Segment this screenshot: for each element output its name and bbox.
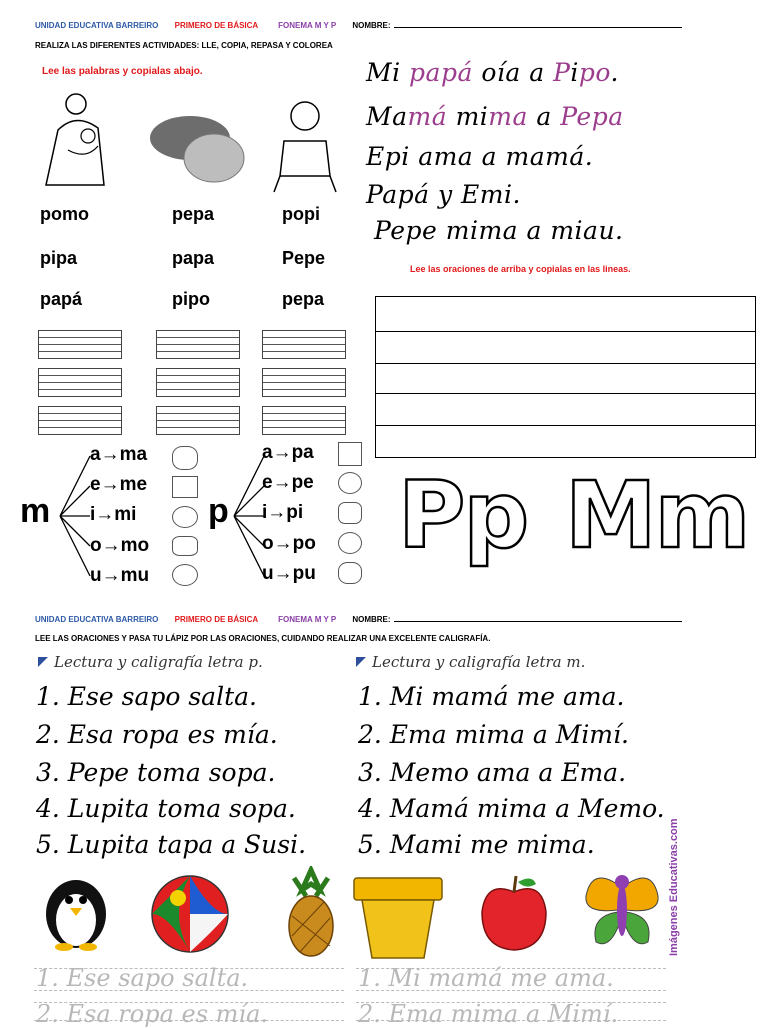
word-3-2: pipo <box>172 289 210 309</box>
letter-p: p <box>208 492 229 530</box>
name-field[interactable] <box>394 613 682 622</box>
copy-box[interactable] <box>38 368 122 397</box>
letter-m: m <box>20 492 51 530</box>
word-2-2: papa <box>172 248 215 268</box>
topic: FONEMA M Y P <box>278 21 337 30</box>
outline-pp: Pp <box>398 462 528 569</box>
lectura-p-line-3: 3. Pepe toma sopa. <box>36 758 276 787</box>
copy-box[interactable] <box>38 406 122 435</box>
topic: FONEMA M Y P <box>278 615 337 624</box>
lectura-p-line-5: 5. Lupita tapa a Susi. <box>36 830 307 859</box>
lectura-p-line-4: 4. Lupita toma sopa. <box>36 794 296 823</box>
lectura-p-title: Lectura y caligrafía letra p. <box>38 653 263 671</box>
p-mini-pictures <box>338 440 362 585</box>
word-3-3: pepa <box>282 289 325 309</box>
syl-m-e: e→me <box>90 474 148 495</box>
syl-p-e: e→pe <box>262 472 314 493</box>
syl-p-i: i→pi <box>262 502 304 523</box>
father-baby-picture <box>38 90 118 190</box>
syl-m-i: i→mi <box>90 504 137 525</box>
sentences-instruction: Lee las oraciones de arriba y copialas en las lineas. <box>410 264 631 274</box>
grade: PRIMERO DE BÁSICA <box>174 21 258 30</box>
p-branches <box>232 452 266 582</box>
lectura-m-line-5: 5. Mami me mima. <box>358 830 595 859</box>
copy-box[interactable] <box>262 368 346 397</box>
name-label: NOMBRE: <box>352 21 391 30</box>
sentence-top-4: Papá y Emi. <box>366 180 521 209</box>
penguin-picture <box>34 870 120 952</box>
syl-p-u: u→pu <box>262 563 316 584</box>
boy-sitting-picture <box>270 96 340 196</box>
trace-p-line-1: 1. Ese sapo salta. <box>36 964 249 992</box>
copy-box[interactable] <box>156 368 240 397</box>
instruction-2: LEE LAS ORACIONES Y PASA TU LÁPIZ POR LAS ORACIONES, CUIDANDO REALIZAR UNA EXCELENTE CALIGRAFÍA. <box>35 634 491 643</box>
sentence-top-3: Epi ama a mamá. <box>366 142 594 171</box>
copy-box[interactable] <box>156 406 240 435</box>
name-label: NOMBRE: <box>352 615 391 624</box>
syl-m-u: u→mu <box>90 565 150 586</box>
syl-p-o: o→po <box>262 533 316 554</box>
m-mini-pictures <box>172 444 198 584</box>
triangle-marker-icon <box>356 657 366 667</box>
word-2-3: Pepe <box>282 248 326 268</box>
school-name: UNIDAD EDUCATIVA BARREIRO <box>35 21 159 30</box>
sentence-top-1: Mi papá oía a Pipo. <box>366 58 619 87</box>
butterfly-picture <box>580 866 664 954</box>
watermark: Imágenes Educativas.com <box>668 818 680 956</box>
outline-mm: Mm <box>565 462 749 569</box>
lectura-p-line-1: 1. Ese sapo salta. <box>36 682 257 711</box>
lectura-m-line-1: 1. Mi mamá me ama. <box>358 682 625 711</box>
sentence-top-5: Pepe mima a miau. <box>374 216 624 245</box>
copy-box[interactable] <box>262 406 346 435</box>
word-2-1: pipa <box>40 248 78 268</box>
copy-box[interactable] <box>156 330 240 359</box>
trace-m-line-2: 2. Ema mima a Mimí. <box>358 1000 619 1028</box>
copy-box[interactable] <box>262 330 346 359</box>
apple-picture <box>476 872 552 954</box>
grade: PRIMERO DE BÁSICA <box>174 615 258 624</box>
word-3-1: papá <box>40 289 83 309</box>
header-1 <box>35 19 682 30</box>
word-1-1: pomo <box>40 204 89 224</box>
instruction-1: REALIZA LAS DIFERENTES ACTIVIDADES: LLE, COPIA, REPASA Y COLOREA <box>35 41 333 50</box>
sentence-copy-box[interactable] <box>375 296 756 458</box>
potato-picture <box>148 108 248 188</box>
flowerpot-picture <box>350 874 446 962</box>
school-name: UNIDAD EDUCATIVA BARREIRO <box>35 615 159 624</box>
lectura-m-title: Lectura y caligrafía letra m. <box>356 653 585 671</box>
copy-box[interactable] <box>38 330 122 359</box>
lectura-p-line-2: 2. Esa ropa es mía. <box>36 720 278 749</box>
name-field[interactable] <box>394 19 682 28</box>
words-instruction: Lee las palabras y copialas abajo. <box>42 66 203 77</box>
beach-ball-picture <box>148 872 232 956</box>
word-1-3: popi <box>282 204 320 224</box>
sentence-top-2: Mamá mima a Pepa <box>366 102 624 131</box>
triangle-marker-icon <box>38 657 48 667</box>
lectura-m-line-3: 3. Memo ama a Ema. <box>358 758 627 787</box>
lectura-m-line-2: 2. Ema mima a Mimí. <box>358 720 629 749</box>
trace-area-p[interactable] <box>34 962 344 1028</box>
lectura-m-line-4: 4. Mamá mima a Memo. <box>358 794 665 823</box>
syl-m-o: o→mo <box>90 535 150 556</box>
syl-m-a: a→ma <box>90 444 148 465</box>
m-branches <box>58 452 92 582</box>
syl-p-a: a→pa <box>262 442 314 463</box>
trace-m-line-1: 1. Mi mamá me ama. <box>358 964 614 992</box>
pineapple-picture <box>280 866 342 958</box>
word-1-2: pepa <box>172 204 215 224</box>
trace-p-line-2: 2. Esa ropa es mía. <box>36 1000 269 1028</box>
trace-area-m[interactable] <box>356 962 666 1028</box>
header-2 <box>35 613 682 624</box>
